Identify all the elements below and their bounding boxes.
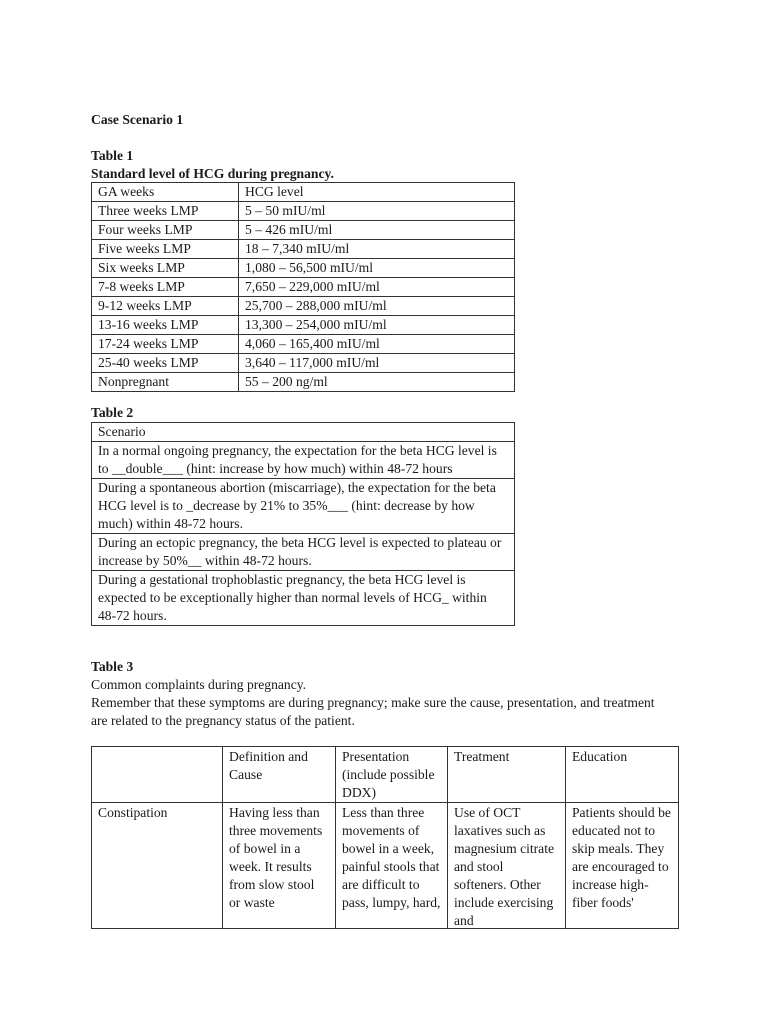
treatment-text: Use of OCT laxatives such as magnesium citrate and stool softeners. Other include exercising and (454, 805, 555, 928)
hcg-level-cell: 55 – 200 ng/ml (239, 373, 515, 392)
hcg-level-cell: 5 – 50 mIU/ml (239, 202, 515, 221)
table-row (92, 259, 515, 278)
table2-label: Table 2 (91, 405, 134, 420)
ga-weeks-cell: 13-16 weeks LMP (92, 316, 239, 335)
scenario-cell: During an ectopic pregnancy, the beta HCG level is expected to plateau or increase by 50%__ within 48-72 hours. (92, 534, 515, 571)
header-cell: Presentation (include possible DDX) (336, 747, 448, 803)
table-header-row (92, 423, 515, 442)
table-row (92, 373, 515, 392)
hcg-level-cell: 5 – 426 mIU/ml (239, 221, 515, 240)
hcg-level-cell: 13,300 – 254,000 mIU/ml (239, 316, 515, 335)
complaint-cell (92, 803, 223, 929)
table1-caption: Standard level of HCG during pregnancy. (91, 166, 334, 181)
hcg-level-cell: 7,650 – 229,000 mIU/ml (239, 278, 515, 297)
table3-intro-line2: Remember that these symptoms are during pregnancy; make sure the cause, presentation, and treatment are related to the pregnancy status of the patient. (91, 695, 655, 728)
table-row (92, 442, 515, 479)
ga-weeks-cell: 17-24 weeks LMP (92, 335, 239, 354)
scenario-cell: During a spontaneous abortion (miscarriage), the expectation for the beta HCG level is to _decrease by 21% to 35%___ (hint: decrease by how much) within 48-72 hours. (92, 479, 515, 534)
pregnancy-complaints-table (91, 746, 679, 929)
table-row (92, 297, 515, 316)
header-cell: Scenario (92, 423, 515, 442)
hcg-scenario-table (91, 422, 515, 626)
ga-weeks-cell: Three weeks LMP (92, 202, 239, 221)
definition-text: Having less than three movements of bowel in a week. It results from slow stool or waste (229, 805, 323, 910)
complaint-name: Constipation (98, 805, 168, 820)
header-cell: Treatment (448, 747, 566, 803)
education-cell (566, 803, 679, 929)
hcg-levels-table (91, 182, 515, 392)
presentation-cell (336, 803, 448, 929)
hcg-level-cell: 1,080 – 56,500 mIU/ml (239, 259, 515, 278)
table-row (92, 803, 679, 929)
presentation-text: Less than three movements of bowel in a week, painful stools that are difficult to pass, lumpy, hard, (342, 805, 441, 910)
header-cell: GA weeks (92, 183, 239, 202)
ga-weeks-cell: 9-12 weeks LMP (92, 297, 239, 316)
header-cell (92, 747, 223, 803)
hcg-level-cell: 3,640 – 117,000 mIU/ml (239, 354, 515, 373)
header-cell: Definition and Cause (223, 747, 336, 803)
hcg-level-cell: 18 – 7,340 mIU/ml (239, 240, 515, 259)
scenario-title: Case Scenario 1 (91, 112, 184, 127)
definition-cell (223, 803, 336, 929)
table-row (92, 316, 515, 335)
scenario-cell: In a normal ongoing pregnancy, the expectation for the beta HCG level is to __double___ (hint: increase by how much) within 48-72 hours (92, 442, 515, 479)
table3-intro-line1: Common complaints during pregnancy. (91, 677, 307, 692)
scenario-cell: During a gestational trophoblastic pregnancy, the beta HCG level is expected to be exceptionally higher than normal levels of HCG_ within 48-72 hours. (92, 571, 515, 626)
table1-label: Table 1 (91, 148, 134, 163)
hcg-level-cell: 25,700 – 288,000 mIU/ml (239, 297, 515, 316)
education-text: Patients should be educated not to skip meals. They are encouraged to increase high-fiber foods' (572, 805, 671, 910)
table-row (92, 335, 515, 354)
table-header-row (92, 183, 515, 202)
table-header-row (92, 747, 679, 803)
ga-weeks-cell: Nonpregnant (92, 373, 239, 392)
header-cell: HCG level (239, 183, 515, 202)
table-row (92, 202, 515, 221)
hcg-level-cell: 4,060 – 165,400 mIU/ml (239, 335, 515, 354)
ga-weeks-cell: Four weeks LMP (92, 221, 239, 240)
table-row (92, 534, 515, 571)
ga-weeks-cell: Six weeks LMP (92, 259, 239, 278)
ga-weeks-cell: 25-40 weeks LMP (92, 354, 239, 373)
ga-weeks-cell: Five weeks LMP (92, 240, 239, 259)
table-row (92, 278, 515, 297)
table-row (92, 571, 515, 626)
ga-weeks-cell: 7-8 weeks LMP (92, 278, 239, 297)
header-cell: Education (566, 747, 679, 803)
treatment-cell (448, 803, 566, 929)
table-row (92, 354, 515, 373)
table-row (92, 221, 515, 240)
table3-label: Table 3 (91, 659, 134, 674)
table-row (92, 479, 515, 534)
table-row (92, 240, 515, 259)
